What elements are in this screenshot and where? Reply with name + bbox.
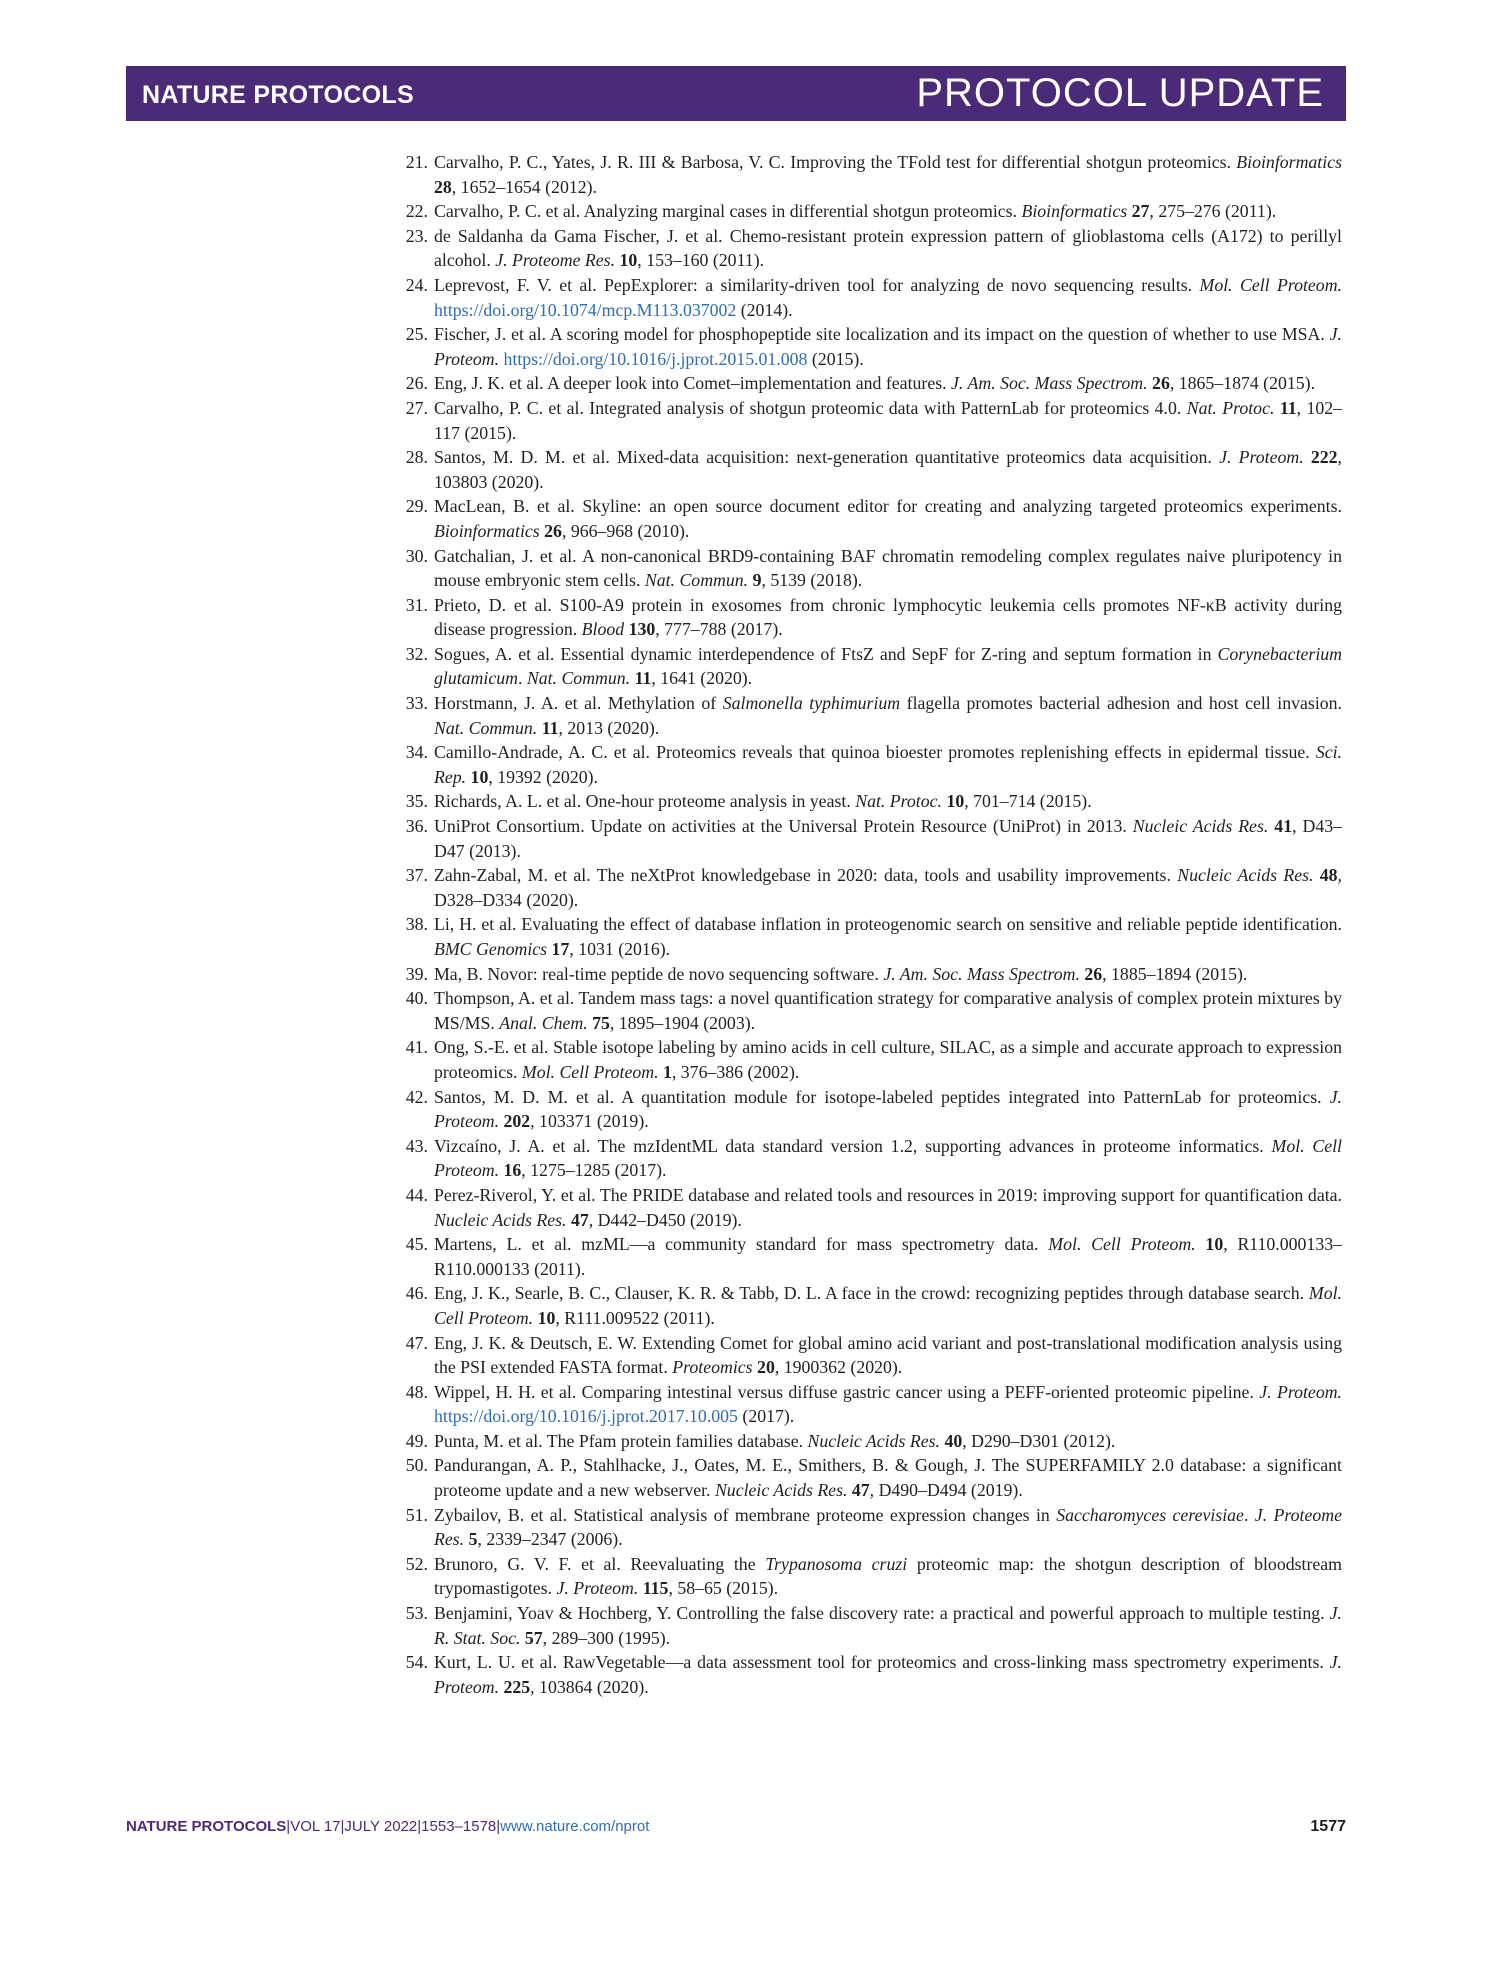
doi-link[interactable]: https://doi.org/10.1016/j.jprot.2017.10.005: [434, 1406, 738, 1427]
doi-link[interactable]: https://doi.org/10.1074/mcp.M113.037002: [434, 299, 737, 320]
reference-text: UniProt Consortium. Update on activities at the Universal Protein Resource (UniProt) in 2013. Nucleic Acids Res. 41, D43–D47 (2013).: [434, 816, 1343, 861]
reference-number: 48.: [405, 1381, 428, 1402]
reference-item: [396, 1503, 1342, 1552]
reference-number: 21.: [405, 152, 428, 172]
reference-text: Gatchalian, J. et al. A non-canonical BRD9-containing BAF chromatin remodeling complex regulates naive pluripotency in mouse embryonic stem cells. Nat. Commun. 9, 5139 (2018).: [434, 545, 1342, 591]
reference-number: 49.: [405, 1430, 428, 1451]
reference-text: Camillo-Andrade, A. C. et al. Proteomics reveals that quinoa bioester promotes replenishing effects in epidermal tissue. Sci. Rep. 10, 19392 (2020).: [434, 742, 1342, 787]
reference-number: 31.: [405, 594, 428, 615]
reference-number: 24.: [405, 274, 428, 295]
article-type: PROTOCOL UPDATE: [916, 71, 1324, 115]
reference-item: [396, 273, 1342, 322]
reference-text: Carvalho, P. C., Yates, J. R. III & Barbosa, V. C. Improving the TFold test for differential shotgun proteomics. Bioinformatics 28, 1652–1654 (2012).: [434, 152, 1342, 197]
footer-issue: JULY 2022: [344, 1818, 418, 1835]
reference-item: [396, 396, 1342, 445]
journal-name: NATURE PROTOCOLS: [142, 81, 414, 109]
footer-volume: VOL 17: [290, 1818, 341, 1835]
reference-item: [396, 912, 1342, 961]
reference-item: [396, 986, 1342, 1035]
reference-text: Prieto, D. et al. S100-A9 protein in exosomes from chronic lymphocytic leukemia cells promotes NF-κB activity during disease progression. Blood 130, 777–788 (2017).: [434, 594, 1342, 640]
reference-number: 29.: [405, 496, 428, 517]
reference-text: Richards, A. L. et al. One-hour proteome analysis in yeast. Nat. Protoc. 10, 701–714 (2015).: [434, 791, 1092, 812]
reference-item: [396, 1453, 1342, 1502]
reference-item: [396, 1232, 1342, 1281]
reference-text: Eng, J. K. & Deutsch, E. W. Extending Comet for global amino acid variant and post-translational modification analysis using the PSI extended FASTA format. Proteomics 20, 1900362 (2020).: [434, 1332, 1342, 1378]
reference-number: 36.: [405, 816, 428, 837]
reference-text: Santos, M. D. M. et al. Mixed-data acquisition: next-generation quantitative proteomics data acquisition. J. Proteom. 222, 103803 (2020).: [434, 447, 1342, 492]
reference-item: [396, 1281, 1342, 1330]
reference-item: [396, 593, 1342, 642]
reference-text: Vizcaíno, J. A. et al. The mzIdentML data standard version 1.2, supporting advances in proteome informatics. Mol. Cell Proteom. 16, 1275–1285 (2017).: [434, 1135, 1342, 1181]
reference-number: 51.: [405, 1504, 428, 1525]
reference-text: Li, H. et al. Evaluating the effect of database inflation in proteogenomic search on sensitive and reliable peptide identification. BMC Genomics 17, 1031 (2016).: [434, 914, 1342, 959]
reference-text: Zybailov, B. et al. Statistical analysis of membrane proteome expression changes in Saccharomyces cerevisiae. J. Proteome Res. 5, 2339–2347 (2006).: [434, 1504, 1342, 1550]
footer-pages: 1553–1578: [421, 1818, 497, 1835]
reference-item: [396, 789, 1342, 814]
doi-link[interactable]: https://doi.org/10.1016/j.jprot.2015.01.008: [503, 348, 808, 369]
footer-journal: NATURE PROTOCOLS: [126, 1818, 287, 1835]
reference-number: 50.: [405, 1455, 428, 1476]
reference-number: 25.: [405, 324, 428, 345]
reference-item: [396, 445, 1342, 494]
reference-text: Martens, L. et al. mzML—a community standard for mass spectrometry data. Mol. Cell Proteom. 10, R110.000133–R110.000133 (2011).: [434, 1234, 1342, 1279]
reference-item: [396, 740, 1342, 789]
reference-text: Horstmann, J. A. et al. Methylation of Salmonella typhimurium flagella promotes bacterial adhesion and host cell invasion. Nat. Commun. 11, 2013 (2020).: [434, 693, 1342, 738]
reference-item: [396, 863, 1342, 912]
reference-text: Punta, M. et al. The Pfam protein families database. Nucleic Acids Res. 40, D290–D301 (2012).: [434, 1430, 1116, 1451]
reference-text: MacLean, B. et al. Skyline: an open source document editor for creating and analyzing targeted proteomics experiments. Bioinformatics 26, 966–968 (2010).: [434, 496, 1342, 541]
reference-number: 47.: [405, 1332, 428, 1353]
reference-item: [396, 1601, 1342, 1650]
reference-number: 40.: [405, 988, 428, 1009]
reference-item: [396, 371, 1342, 396]
footer-citation: NATURE PROTOCOLS|VOL 17|JULY 2022|1553–1578|www.nature.com/nprot: [126, 1818, 650, 1835]
reference-item: [396, 1085, 1342, 1134]
reference-number: 53.: [405, 1603, 428, 1624]
reference-item: [396, 691, 1342, 740]
reference-text: Wippel, H. H. et al. Comparing intestinal versus diffuse gastric cancer using a PEFF-oriented proteomic pipeline. J. Proteom. https://doi.org/10.1016/j.jprot.2017.10.005 (2017).: [434, 1381, 1342, 1427]
reference-item: [396, 1134, 1342, 1183]
reference-number: 26.: [405, 373, 428, 394]
reference-item: [396, 224, 1342, 273]
reference-item: [396, 1380, 1342, 1429]
reference-text: Sogues, A. et al. Essential dynamic interdependence of FtsZ and SepF for Z-ring and septum formation in Corynebacterium glutamicum. Nat. Commun. 11, 1641 (2020).: [434, 643, 1342, 689]
reference-item: [396, 1429, 1342, 1454]
reference-item: [396, 1552, 1342, 1601]
reference-item: [396, 1331, 1342, 1380]
reference-number: 39.: [405, 963, 428, 984]
reference-list: [396, 150, 1342, 1699]
reference-text: de Saldanha da Gama Fischer, J. et al. Chemo-resistant protein expression pattern of glioblastoma cells (A172) to perillyl alcohol. J. Proteome Res. 10, 153–160 (2011).: [434, 225, 1342, 271]
reference-item: [396, 642, 1342, 691]
reference-item: [396, 962, 1342, 987]
reference-item: [396, 322, 1342, 371]
journal-header-bar: [126, 66, 1346, 121]
page-footer: [126, 1818, 1346, 1840]
reference-number: 32.: [405, 643, 428, 664]
reference-text: Perez-Riverol, Y. et al. The PRIDE database and related tools and resources in 2019: improving support for quantification data. Nucleic Acids Res. 47, D442–D450 (2019).: [434, 1184, 1342, 1230]
reference-text: Thompson, A. et al. Tandem mass tags: a novel quantification strategy for comparative analysis of complex protein mixtures by MS/MS. Anal. Chem. 75, 1895–1904 (2003).: [434, 988, 1342, 1033]
reference-number: 22.: [405, 201, 428, 222]
reference-item: [396, 1650, 1342, 1699]
reference-number: 52.: [405, 1553, 428, 1574]
reference-number: 34.: [405, 742, 428, 763]
reference-number: 27.: [405, 397, 428, 418]
reference-text: Carvalho, P. C. et al. Analyzing marginal cases in differential shotgun proteomics. Bioinformatics 27, 275–276 (2011).: [434, 201, 1277, 222]
reference-item: [396, 199, 1342, 224]
reference-item: [396, 814, 1342, 863]
reference-text: Brunoro, G. V. F. et al. Reevaluating the Trypanosoma cruzi proteomic map: the shotgun description of bloodstream trypomastigotes. J. Proteom. 115, 58–65 (2015).: [434, 1553, 1342, 1599]
reference-number: 54.: [405, 1652, 428, 1673]
reference-number: 42.: [405, 1086, 428, 1107]
reference-item: [396, 1035, 1342, 1084]
reference-number: 41.: [405, 1037, 428, 1058]
reference-number: 30.: [405, 545, 428, 566]
reference-text: Carvalho, P. C. et al. Integrated analysis of shotgun proteomic data with PatternLab for proteomics 4.0. Nat. Protoc. 11, 102–117 (2015).: [434, 397, 1343, 443]
reference-number: 37.: [405, 865, 428, 886]
reference-number: 23.: [405, 225, 428, 246]
reference-text: Fischer, J. et al. A scoring model for phosphopeptide site localization and its impact on the question of whether to use MSA. J. Proteom. https://doi.org/10.1016/j.jprot.2015.01.008 (2015).: [434, 324, 1342, 369]
reference-item: [396, 150, 1342, 199]
reference-number: 35.: [405, 791, 428, 812]
reference-text: Eng, J. K., Searle, B. C., Clauser, K. R. & Tabb, D. L. A face in the crowd: recognizing peptides through database search. Mol. Cell Proteom. 10, R111.009522 (2011).: [434, 1283, 1342, 1328]
reference-text: Kurt, L. U. et al. RawVegetable—a data assessment tool for proteomics and cross-linking mass spectrometry experiments. J. Proteom. 225, 103864 (2020).: [434, 1652, 1342, 1697]
reference-number: 45.: [405, 1234, 428, 1255]
reference-text: Benjamini, Yoav & Hochberg, Y. Controlling the false discovery rate: a practical and powerful approach to multiple testing. J. R. Stat. Soc. 57, 289–300 (1995).: [434, 1603, 1342, 1648]
reference-number: 44.: [405, 1184, 428, 1205]
reference-number: 28.: [405, 447, 428, 468]
footer-url-link[interactable]: www.nature.com/nprot: [500, 1818, 650, 1835]
reference-item: [396, 544, 1342, 593]
reference-text: Zahn-Zabal, M. et al. The neXtProt knowledgebase in 2020: data, tools and usability improvements. Nucleic Acids Res. 48, D328–D334 (2020).: [434, 865, 1342, 910]
reference-number: 46.: [405, 1283, 428, 1304]
reference-number: 43.: [405, 1135, 428, 1156]
reference-number: 33.: [405, 693, 428, 714]
reference-item: [396, 1183, 1342, 1232]
reference-number: 38.: [405, 914, 428, 935]
reference-text: Eng, J. K. et al. A deeper look into Comet–implementation and features. J. Am. Soc. Mass Spectrom. 26, 1865–1874 (2015).: [434, 373, 1316, 394]
reference-text: Ma, B. Novor: real-time peptide de novo sequencing software. J. Am. Soc. Mass Spectrom. 26, 1885–1894 (2015).: [434, 963, 1248, 984]
reference-text: Ong, S.-E. et al. Stable isotope labeling by amino acids in cell culture, SILAC, as a simple and accurate approach to expression proteomics. Mol. Cell Proteom. 1, 376–386 (2002).: [434, 1037, 1342, 1082]
reference-item: [396, 494, 1342, 543]
reference-text: Leprevost, F. V. et al. PepExplorer: a similarity-driven tool for analyzing de novo sequencing results. Mol. Cell Proteom. https://doi.org/10.1074/mcp.M113.037002 (2014).: [434, 274, 1342, 320]
reference-text: Santos, M. D. M. et al. A quantitation module for isotope-labeled peptides integrated into PatternLab for proteomics. J. Proteom. 202, 103371 (2019).: [434, 1086, 1342, 1132]
page-number: 1577: [1310, 1818, 1346, 1835]
reference-text: Pandurangan, A. P., Stahlhacke, J., Oates, M. E., Smithers, B. & Gough, J. The SUPERFAMILY 2.0 database: a significant proteome update and a new webserver. Nucleic Acids Res. 47, D490–D494 (2019).: [434, 1455, 1342, 1501]
